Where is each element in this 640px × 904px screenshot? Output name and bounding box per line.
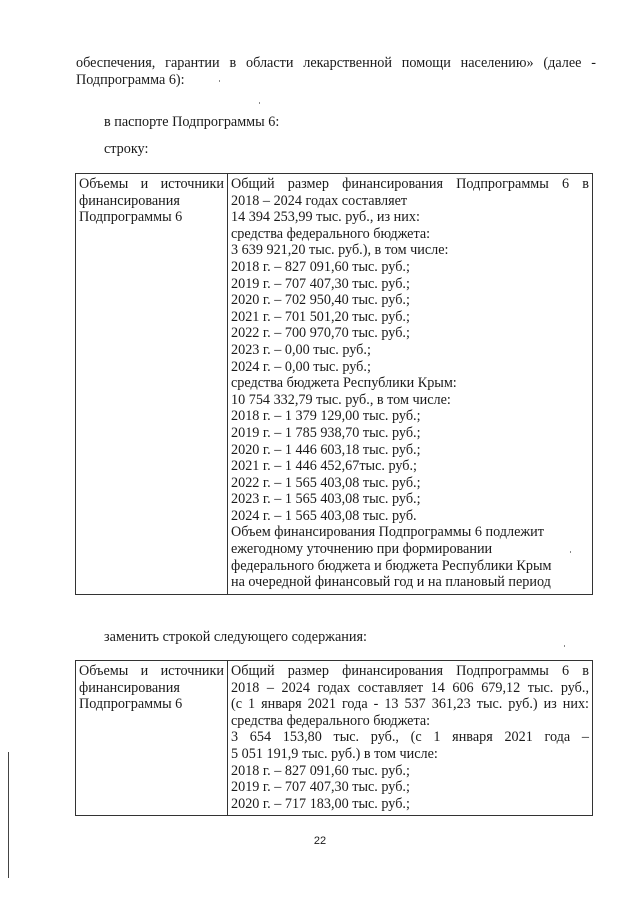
scan-speck <box>564 645 565 647</box>
detail-line: 2020 г. – 702 950,40 тыс. руб.; <box>231 292 410 309</box>
detail-line: 2022 г. – 700 970,70 тыс. руб.; <box>231 325 410 342</box>
detail-line: 2023 г. – 0,00 тыс. руб.; <box>231 341 371 358</box>
label-line: финансирования <box>79 679 180 696</box>
passport-heading: в паспорте Подпрограммы 6: <box>104 114 280 130</box>
detail-line: 2018 г. – 1 379 129,00 тыс. руб.; <box>231 408 421 425</box>
scan-speck <box>219 80 220 82</box>
detail-line: на очередной финансовый год и на плановый период <box>231 574 551 591</box>
detail-line: 2019 г. – 1 785 938,70 тыс. руб.; <box>231 424 421 441</box>
detail-line: 2023 г. – 1 565 403,08 тыс. руб.; <box>231 491 421 508</box>
table-row <box>76 174 593 595</box>
detail-line: 2021 г. – 1 446 452,67тыс. руб.; <box>231 458 418 475</box>
detail-line: 2022 г. – 1 565 403,08 тыс. руб.; <box>231 474 421 491</box>
intro-line-2: Подпрограмма 6): <box>76 72 185 88</box>
replace-heading: заменить строкой следующего содержания: <box>104 629 367 645</box>
detail-line: 3 639 921,20 тыс. руб.), в том числе: <box>231 242 449 259</box>
detail-line: Общий размер финансирования Подпрограммы 6 в <box>231 176 589 192</box>
detail-line: средства федерального бюджета: <box>231 712 431 729</box>
detail-line: Объем финансирования Подпрограммы 6 подлежит <box>231 524 544 541</box>
new-financing-table <box>75 660 593 816</box>
detail-line: ежегодному уточнению при формировании <box>231 541 493 558</box>
label-line: Подпрограммы 6 <box>79 209 183 226</box>
intro-line-1: обеспечения, гарантии в области лекарственной помощи населению» (далее - <box>76 55 596 71</box>
label-line: Подпрограммы 6 <box>79 696 183 713</box>
scan-speck <box>570 551 571 553</box>
label-line: финансирования <box>79 192 180 209</box>
financing-label-cell <box>76 661 228 816</box>
detail-line: 2018 – 2024 годах составляет 14 606 679,12 тыс. руб., <box>231 679 589 696</box>
financing-details-cell <box>228 174 593 595</box>
detail-line: 2019 г. – 707 407,30 тыс. руб.; <box>231 275 410 292</box>
detail-line: 2021 г. – 701 501,20 тыс. руб.; <box>231 308 410 325</box>
financing-details-cell <box>228 661 593 816</box>
detail-line: 3 654 153,80 тыс. руб., (с 1 января 2021 года – <box>231 729 589 746</box>
table-row <box>76 661 593 816</box>
detail-line: 2018 г. – 827 091,60 тыс. руб.; <box>231 258 410 275</box>
detail-line: 14 394 253,99 тыс. руб., из них: <box>231 209 420 226</box>
detail-line: 2018 – 2024 годах составляет <box>231 192 408 209</box>
detail-line: средства бюджета Республики Крым: <box>231 375 457 392</box>
page-number: 22 <box>313 835 327 847</box>
detail-line: 2020 г. – 717 183,00 тыс. руб.; <box>231 795 410 812</box>
detail-line: 10 754 332,79 тыс. руб., в том числе: <box>231 391 451 408</box>
detail-line: федерального бюджета и бюджета Республики Крым <box>231 557 552 574</box>
label-line: Объемы и источники <box>79 176 224 192</box>
detail-line: 2018 г. – 827 091,60 тыс. руб.; <box>231 762 410 779</box>
detail-line: Общий размер финансирования Подпрограммы 6 в <box>231 663 589 679</box>
scan-margin-mark <box>8 752 9 878</box>
scan-speck <box>259 102 260 104</box>
detail-line: 2020 г. – 1 446 603,18 тыс. руб.; <box>231 441 421 458</box>
label-line: Объемы и источники <box>79 663 224 679</box>
detail-line: (с 1 января 2021 года - 13 537 361,23 тыс. руб.) из них: <box>231 696 589 713</box>
line-label: строку: <box>104 141 149 157</box>
old-financing-table <box>75 173 593 595</box>
detail-line: 5 051 191,9 тыс. руб.) в том числе: <box>231 745 438 762</box>
detail-line: средства федерального бюджета: <box>231 225 431 242</box>
detail-line: 2024 г. – 0,00 тыс. руб.; <box>231 358 371 375</box>
financing-label-cell <box>76 174 228 595</box>
detail-line: 2024 г. – 1 565 403,08 тыс. руб. <box>231 507 417 524</box>
intro-paragraph <box>76 55 596 89</box>
detail-line: 2019 г. – 707 407,30 тыс. руб.; <box>231 779 410 796</box>
